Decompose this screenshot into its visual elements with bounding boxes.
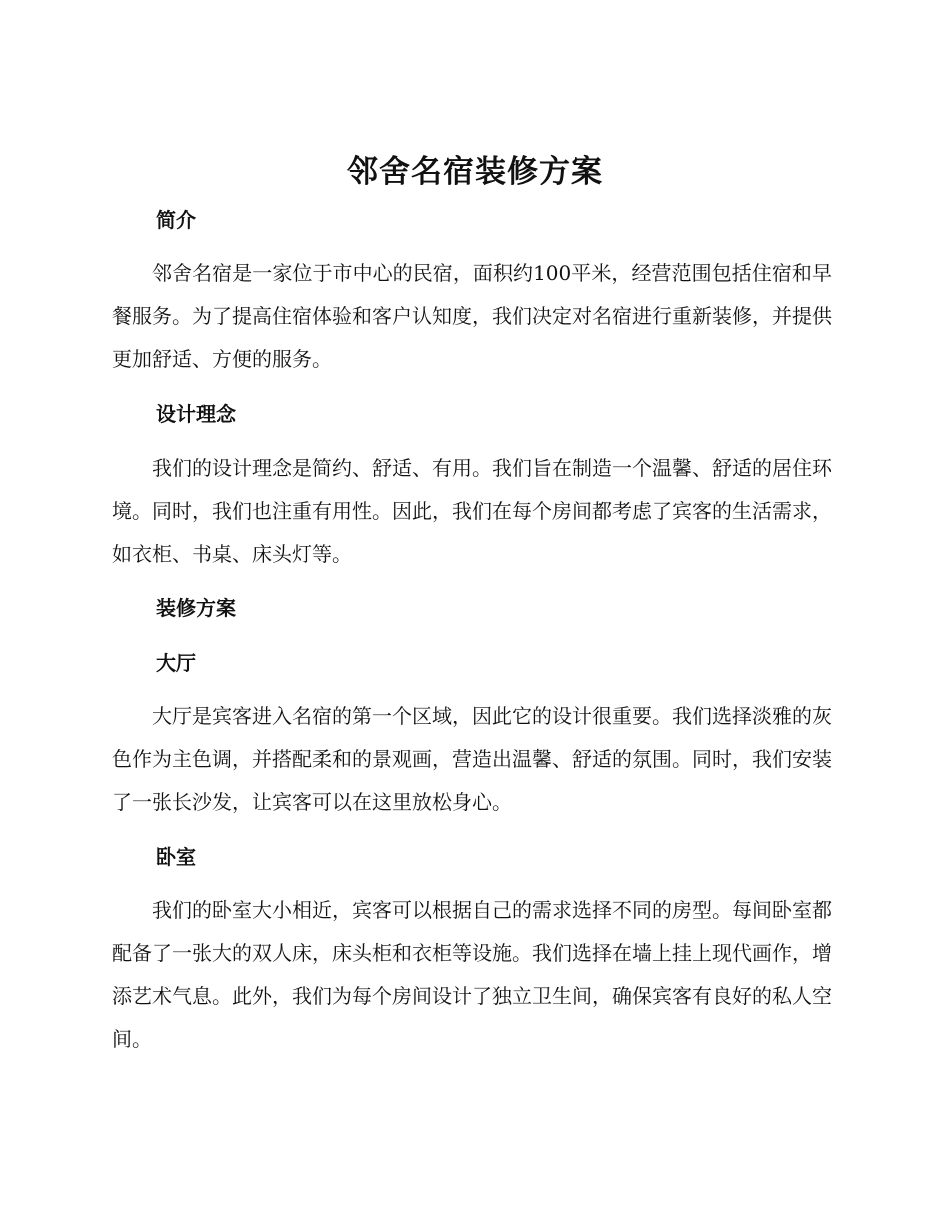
section-heading-renovation-plan: 装修方案 — [156, 596, 236, 620]
section-body-intro: 邻舍名宿是一家位于市中心的民宿，面积约100平米，经营范围包括住宿和早餐服务。为了提高住宿体验和客户认知度，我们决定对名宿进行重新装修，并提供更加舒适、方便的服务。 — [112, 261, 832, 371]
section-heading-bedroom: 卧室 — [156, 845, 196, 869]
section-heading-lobby: 大厅 — [156, 651, 196, 675]
section-heading-design-concept: 设计理念 — [156, 402, 236, 426]
section-body-design-concept: 我们的设计理念是简约、舒适、有用。我们旨在制造一个温馨、舒适的居住环境。同时，我们也注重有用性。因此，我们在每个房间都考虑了宾客的生活需求，如衣柜、书桌、床头灯等。 — [112, 456, 832, 566]
section-heading-intro: 简介 — [156, 208, 196, 232]
section-body-bedroom: 我们的卧室大小相近，宾客可以根据自己的需求选择不同的房型。每间卧室都配备了一张大的双人床，床头柜和衣柜等设施。我们选择在墙上挂上现代画作，增添艺术气息。此外，我们为每个房间设计了独立卫生间，确保宾客有良好的私人空间。 — [112, 898, 832, 1051]
section-body-lobby: 大厅是宾客进入名宿的第一个区域，因此它的设计很重要。我们选择淡雅的灰色作为主色调，并搭配柔和的景观画，营造出温馨、舒适的氛围。同时，我们安装了一张长沙发，让宾客可以在这里放松身心。 — [112, 704, 832, 814]
document-title: 邻舍名宿装修方案 — [347, 154, 603, 190]
